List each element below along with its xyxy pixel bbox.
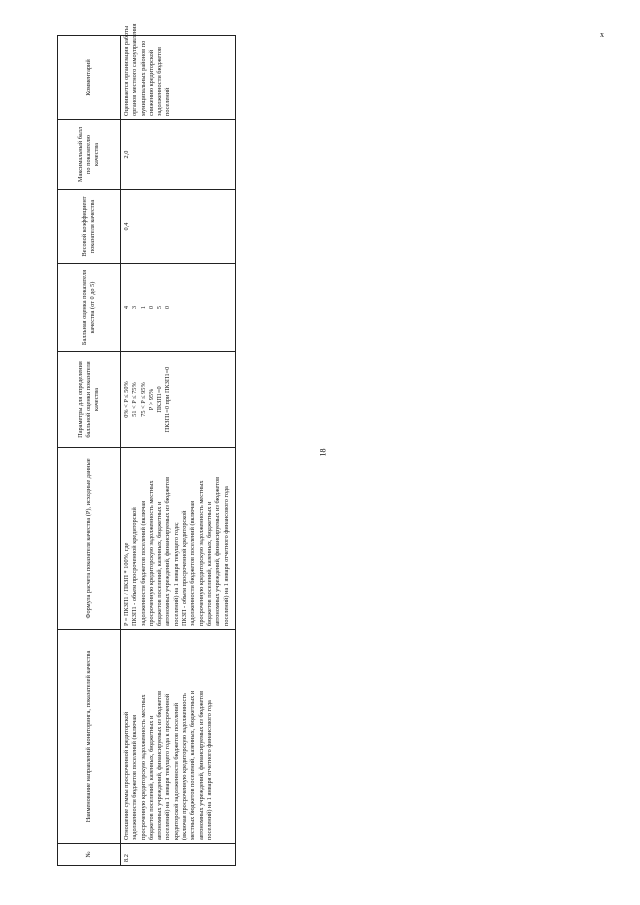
text-line: автономных учреждений, финансируемых из бюджетов: [164, 476, 172, 626]
text-line: органов местного самоуправления: [131, 23, 139, 116]
header-comment: Комментарий: [58, 36, 121, 120]
text-line: бюджетов поселений, казенных, бюджетных и: [156, 501, 164, 626]
table-header-row: [58, 36, 121, 866]
text-line: местных бюджетов поселений, казенных, бюджетных и: [189, 690, 197, 840]
text-line: 75 < P ≤ 95%: [139, 382, 147, 417]
text-line: 4: [123, 305, 130, 310]
text-line: автономных учреждений, финансируемых из бюджетов: [156, 690, 164, 840]
text-line: снижению кредиторской: [147, 49, 155, 116]
cell-weight: 0,4: [121, 190, 236, 264]
text-line: ПКЗП1=0: [156, 386, 164, 413]
text-line: поселений) на 1 января текущего года;: [172, 522, 180, 626]
cell-num: 8.2: [121, 844, 236, 866]
text-line: ПКЗП1 - объем просроченной кредиторской: [131, 507, 139, 626]
page-number: 18: [318, 448, 328, 457]
text-line: бюджетов поселений, казенных, бюджетных и: [147, 715, 155, 840]
text-line: поселений) на 1 января отчетного финансового года: [222, 486, 230, 626]
text-line: P > 95%: [147, 388, 155, 411]
header-max: Максимальный балл по показателю качества: [58, 120, 121, 190]
cell-formula: [121, 448, 236, 630]
text-line: Оценивается организация работы: [123, 25, 130, 116]
text-line: (включая просроченную кредиторскую задолженность: [181, 693, 189, 840]
text-line: задолженности бюджетов: [156, 47, 164, 116]
text-line: задолженности бюджетов поселений (включая: [139, 500, 147, 626]
text-line: 0% < P ≤ 50%: [123, 381, 130, 418]
text-line: P = ПКЗП1 / ПКЗП * 100%, где: [123, 542, 130, 626]
text-line: 5: [156, 305, 164, 310]
cell-score: [121, 264, 236, 352]
corner-mark: x: [600, 30, 604, 39]
text-line: 0: [147, 305, 155, 310]
header-params: Параметры для определения балльной оценки показателя качества: [58, 352, 121, 448]
text-line: поселений: [164, 87, 172, 116]
text-line: ПКЗП1=0 при ПКЗП1=0: [164, 366, 172, 433]
text-line: муниципальных районов по: [139, 40, 147, 116]
text-line: просроченную кредиторскую задолженность местных: [147, 480, 155, 626]
text-line: просроченную кредиторскую задолженность местных: [139, 694, 147, 840]
rotated-page: [57, 23, 233, 866]
text-line: автономных учреждений, финансируемых из бюджетов: [197, 690, 205, 840]
text-line: Отношение суммы просроченной кредиторской: [123, 711, 130, 840]
table-row: [121, 36, 236, 866]
text-line: поселений) на 1 января отчетного финансового года: [205, 700, 213, 840]
text-line: 1: [139, 305, 147, 310]
cell-params: [121, 352, 236, 448]
text-line: кредиторской задолженности бюджетов поселений: [172, 703, 180, 840]
cell-name: [121, 630, 236, 844]
text-line: 51 < P ≤ 75%: [131, 382, 139, 417]
header-formula: Формула расчета показателя качества (P), исходные данные: [58, 448, 121, 630]
cell-comment: [121, 23, 236, 120]
header-score: Балльная оценка показателя качества (от 0 до 5): [58, 264, 121, 352]
text-line: задолженности бюджетов поселений (включая: [189, 500, 197, 626]
text-line: бюджетов поселений, казенных, бюджетных и: [205, 501, 213, 626]
header-num: №: [58, 844, 121, 866]
text-line: автономных учреждений, финансируемых из бюджетов: [214, 476, 222, 626]
header-weight: Весовой коэффициент показателя качества: [58, 190, 121, 264]
text-line: задолженности бюджетов поселений (включая: [131, 714, 139, 840]
text-line: ПКЗП - объем просроченной кредиторской: [181, 510, 189, 626]
cell-max: 2,0: [121, 120, 236, 190]
quality-indicators-table: [57, 23, 236, 866]
text-line: 3: [131, 305, 139, 310]
header-name: Наименование направлений мониторинга, показателей качества: [58, 630, 121, 844]
text-line: 0: [164, 305, 172, 310]
text-line: просроченную кредиторскую задолженность местных: [197, 480, 205, 626]
text-line: поселений) на 1 января текущего года к просроченной: [164, 693, 172, 840]
